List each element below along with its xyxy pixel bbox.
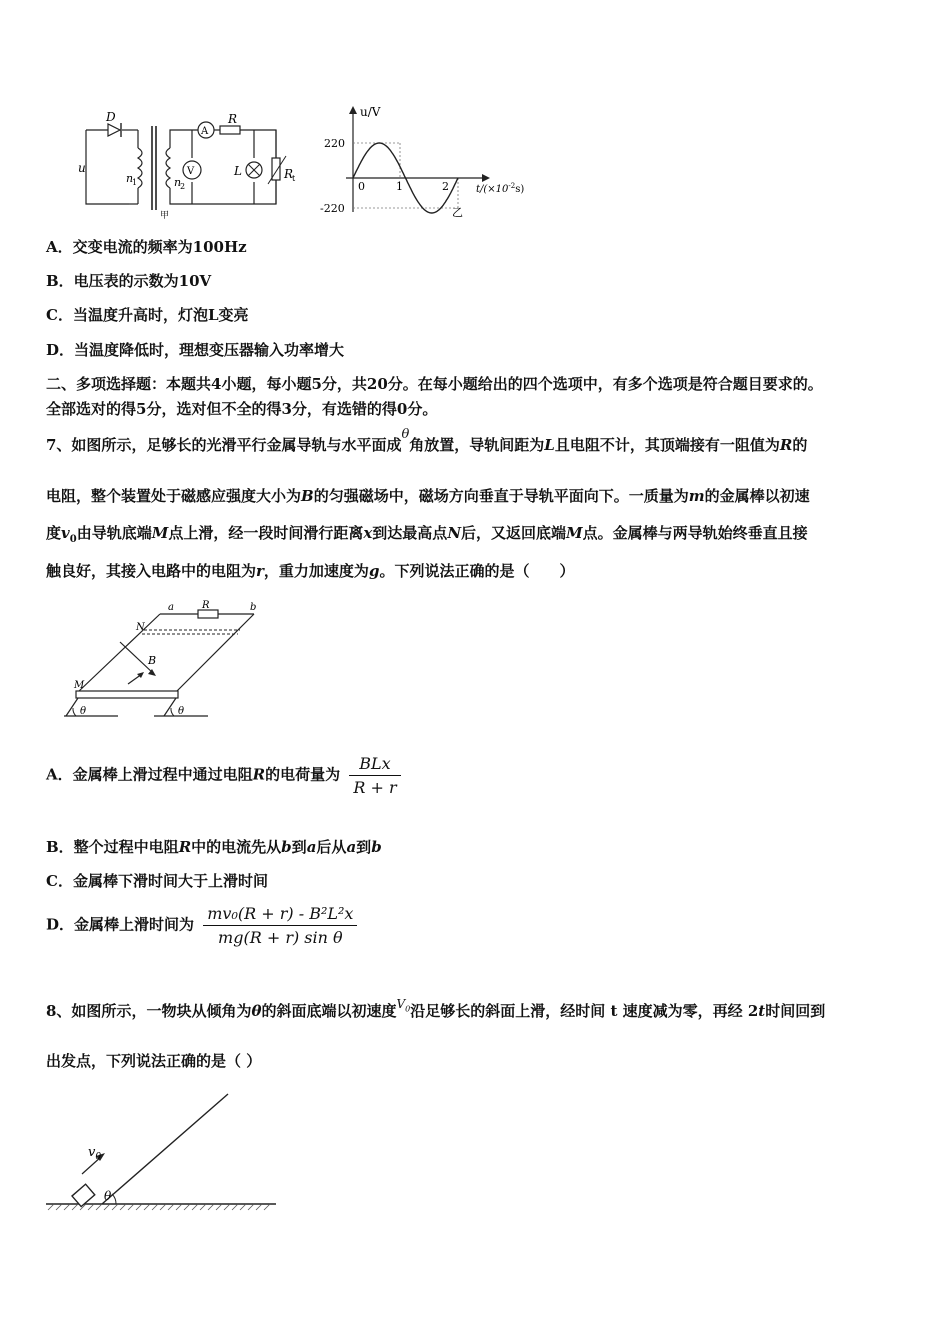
q7-stem-line1: 7、如图所示，足够长的光滑平行金属导轨与水平面成θ角放置，导轨间距为L且电阻不计，其顶端接有一阻值为R的 (46, 427, 808, 454)
q7-stem-line3: 度$v_0$由导轨底端M点上滑，经一段时间滑行距离x到达最高点N后，又返回底端M点。金属棒与两导轨始终垂直且接 (46, 524, 808, 545)
fig7-theta-right: θ (178, 706, 185, 717)
x-tick-0: 0 (358, 180, 365, 193)
q7-stem-line2: 电阻，整个装置处于磁感应强度大小为B的匀强磁场中，磁场方向垂直于导轨平面向下。一质量为m的金属棒以初速 (46, 487, 810, 505)
q7-option-b: B．整个过程中电阻R中的电流先从b到a后从a到b (46, 838, 382, 856)
fig7-label-a: a (168, 602, 174, 613)
q7-option-d-fraction: $\frac{\text{mv₀(R + r) - B²L²x}}{\text{mg(R + r) sin θ}}$ (203, 904, 357, 947)
ammeter-label: A (201, 126, 209, 137)
q7-option-d: D．金属棒上滑时间为 $\frac{\text{mv₀(R + r) - B²L²x}}{\text{mg(R + r) sin θ}}$ (46, 904, 357, 947)
n1-label: n (126, 172, 134, 185)
n2-label: n (174, 176, 182, 189)
q7-stem-line4: 触良好，其接入电路中的电阻为r，重力加速度为g。下列说法正确的是（ ） (46, 562, 575, 580)
q6-option-b: B．电压表的示数为10V (46, 272, 212, 290)
resistor-label: R (228, 112, 238, 126)
lamp-label: L (234, 164, 242, 178)
diode-label: D (106, 110, 116, 124)
section2-instructions-line2: 全部选对的得5分，选对但不全的得3分，有选错的得0分。 (46, 400, 438, 418)
fig7-label-m: M (74, 680, 85, 691)
fig8-theta-label: θ (104, 1189, 112, 1203)
q8-stem-line2: 出发点，下列说法正确的是（ ） (46, 1052, 262, 1070)
q7-option-a-fraction: $\frac{\text{BLx}}{R + r}$ (349, 754, 400, 797)
fig8-v0-label: $v_0$ (88, 1145, 102, 1162)
thermistor-label: R (284, 167, 294, 181)
fig7-label-b-field: B (148, 654, 157, 667)
x-axis-label: $t/(\times 10^{-2}s)$ (476, 182, 525, 195)
q6-option-a: A．交变电流的频率为100Hz (46, 238, 247, 256)
q8-stem-line1: 8、如图所示，一物块从倾角为θ的斜面底端以初速度$^{V_0}$沿足够长的斜面上滑，经时间 t 速度减为零，再经 2t时间回到 (46, 997, 826, 1020)
inclined-rails-diagram (58, 598, 278, 722)
y-tick-min: -220 (320, 202, 345, 215)
q7-theta-symbol: θ (401, 427, 410, 442)
fig7-label-r: R (202, 600, 210, 611)
y-tick-max: 220 (324, 137, 345, 150)
incline-block-diagram (44, 1090, 280, 1214)
fig7-label-n: N (136, 622, 145, 633)
n1-label-sub: 1 (132, 178, 138, 187)
q6-option-d: D．当温度降低时，理想变压器输入功率增大 (46, 341, 345, 359)
x-tick-2: 2 (442, 180, 449, 193)
x-tick-1: 1 (396, 180, 403, 193)
thermistor-label-sub: t (292, 174, 296, 183)
figure-yi-label: 乙 (452, 206, 463, 219)
q7-option-a: A．金属棒上滑过程中通过电阻R的电荷量为 $\frac{\text{BLx}}{R + r}$ (46, 754, 401, 797)
voltmeter-label: V (187, 166, 195, 177)
n2-label-sub: 2 (180, 182, 186, 191)
fig7-label-b: b (250, 602, 257, 613)
figure-jia-label: 甲 (160, 211, 170, 220)
q8-v0-symbol: V0 (396, 997, 411, 1014)
fig7-theta-left: θ (80, 706, 87, 717)
transformer-circuit-diagram (74, 108, 304, 220)
voltage-time-graph (318, 104, 538, 220)
q7-option-c: C．金属棒下滑时间大于上滑时间 (46, 872, 268, 890)
q6-option-c: C．当温度升高时，灯泡L变亮 (46, 306, 249, 324)
source-u-label: u (78, 161, 86, 175)
section2-instructions-line1: 二、多项选择题：本题共4小题，每小题5分，共20分。在每小题给出的四个选项中，有多个选项是符合题目要求的。 (46, 375, 823, 393)
y-axis-label: u/V (360, 105, 381, 119)
